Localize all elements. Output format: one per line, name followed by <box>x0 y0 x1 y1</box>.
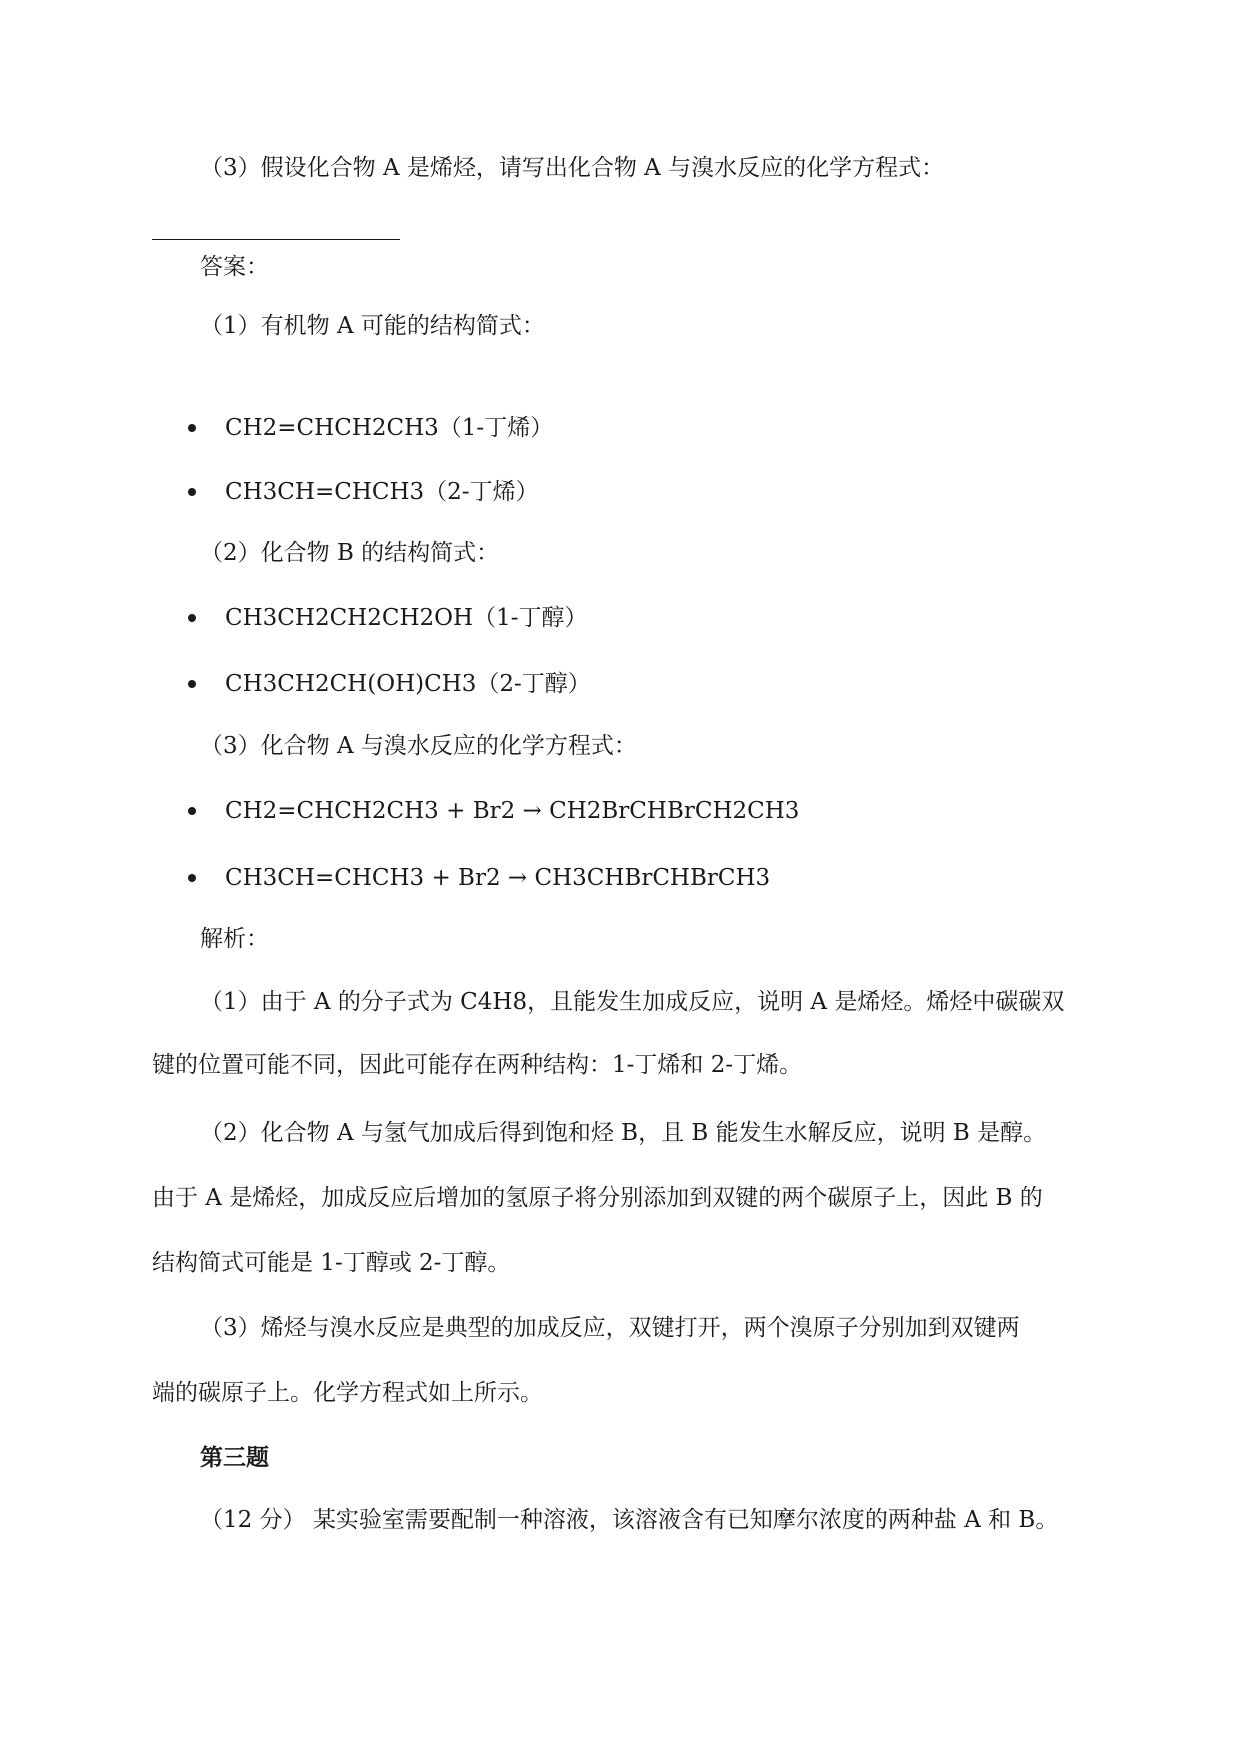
analysis-3-line-2: 端的碳原子上。化学方程式如上所示。 <box>152 1380 543 1406</box>
section-heading: 第三题 <box>200 1445 269 1471</box>
question-next: （12 分） 某实验室需要配制一种溶液，该溶液含有已知摩尔浓度的两种盐 A 和 B。 <box>200 1507 1059 1533</box>
analysis-2-line-1: （2）化合物 A 与氢气加成后得到饱和烃 B，且 B 能发生水解反应，说明 B 是醇。 <box>200 1120 1047 1146</box>
answer-label: 答案： <box>200 254 269 280</box>
answer-2-item-1: CH3CH2CH2CH2OH（1-丁醇） <box>225 605 588 631</box>
answer-2-item-2: CH3CH2CH(OH)CH3（2-丁醇） <box>225 671 591 697</box>
answer-1-item-2: CH3CH=CHCH3（2-丁烯） <box>225 479 539 505</box>
bullet-icon <box>188 614 196 622</box>
analysis-1-line-1: （1）由于 A 的分子式为 C4H8，且能发生加成反应，说明 A 是烯烃。烯烃中碳碳双 <box>200 989 1065 1015</box>
question-3-prompt: （3）假设化合物 A 是烯烃，请写出化合物 A 与溴水反应的化学方程式： <box>200 155 945 181</box>
answer-blank-line <box>152 239 400 240</box>
analysis-3-line-1: （3）烯烃与溴水反应是典型的加成反应，双键打开，两个溴原子分别加到双键两 <box>200 1315 1020 1341</box>
answer-1-item-1: CH2=CHCH2CH3（1-丁烯） <box>225 415 554 441</box>
bullet-icon <box>188 680 196 688</box>
bullet-icon <box>188 488 196 496</box>
answer-3-item-2: CH3CH=CHCH3 + Br2 → CH3CHBrCHBrCH3 <box>225 865 771 891</box>
bullet-icon <box>188 807 196 815</box>
analysis-2-line-3: 结构简式可能是 1-丁醇或 2-丁醇。 <box>152 1250 511 1276</box>
bullet-icon <box>188 874 196 882</box>
bullet-icon <box>188 424 196 432</box>
answer-2-title: （2）化合物 B 的结构简式： <box>200 540 500 566</box>
answer-1-title: （1）有机物 A 可能的结构简式： <box>200 313 545 339</box>
analysis-2-line-2: 由于 A 是烯烃，加成反应后增加的氢原子将分别添加到双键的两个碳原子上，因此 B 的 <box>152 1185 1043 1211</box>
answer-3-item-1: CH2=CHCH2CH3 + Br2 → CH2BrCHBrCH2CH3 <box>225 798 800 824</box>
analysis-1-line-2: 键的位置可能不同，因此可能存在两种结构：1-丁烯和 2-丁烯。 <box>152 1052 803 1078</box>
analysis-label: 解析： <box>200 926 269 952</box>
answer-3-title: （3）化合物 A 与溴水反应的化学方程式： <box>200 733 637 759</box>
